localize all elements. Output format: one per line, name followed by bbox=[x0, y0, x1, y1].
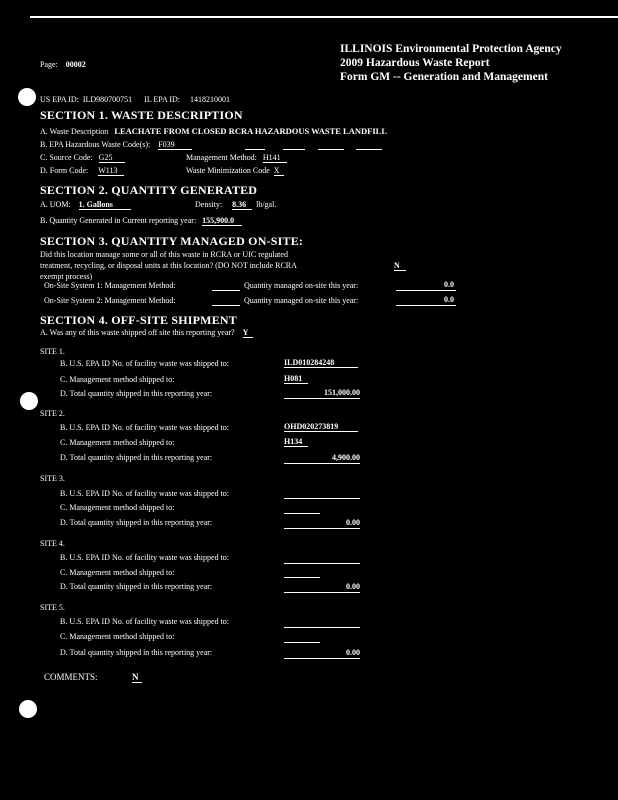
site-epa-id-label: B. U.S. EPA ID No. of facility waste was shipped to: bbox=[60, 359, 230, 368]
qty-underline bbox=[284, 658, 360, 659]
site-qty: 0.00 bbox=[346, 582, 360, 591]
onsite-method-blank bbox=[212, 305, 240, 306]
onsite-system-1-qty-label: Quantity managed on-site this year: bbox=[244, 281, 359, 290]
site-qty: 151,000.00 bbox=[324, 388, 360, 397]
onsite-question-line: Did this location manage some or all of this waste in RCRA or UIC regulated bbox=[40, 250, 288, 259]
section-3-title: SECTION 3. QUANTITY MANAGED ON-SITE: bbox=[40, 234, 304, 248]
epa-ids: US EPA ID: ILD980700751 IL EPA ID: 1418210001 bbox=[40, 95, 231, 104]
qty-underline bbox=[284, 398, 360, 399]
site-qty: 0.00 bbox=[346, 648, 360, 657]
punch-hole-icon bbox=[20, 392, 38, 410]
site-method-label: C. Management method shipped to: bbox=[60, 568, 175, 577]
site-epa-id-label: B. U.S. EPA ID No. of facility waste was shipped to: bbox=[60, 489, 230, 498]
onsite-system-2-label: On-Site System 2: Management Method: bbox=[44, 296, 176, 305]
blank-line bbox=[284, 627, 360, 628]
site-epa-id-label: B. U.S. EPA ID No. of facility waste was shipped to: bbox=[60, 553, 230, 562]
site-method: H134 bbox=[284, 437, 308, 447]
blank-line bbox=[284, 498, 360, 499]
site-label: SITE 5. bbox=[40, 603, 65, 612]
uom-row: A. UOM: 1. Gallons bbox=[40, 200, 131, 210]
site-qty-label: D. Total quantity shipped in this reporting year: bbox=[60, 453, 213, 462]
management-method-row: Management Method: H141 bbox=[186, 153, 287, 163]
onsite-method-blank bbox=[212, 290, 240, 291]
site-epa-id-label: B. U.S. EPA ID No. of facility waste was shipped to: bbox=[60, 617, 230, 626]
site-label: SITE 1. bbox=[40, 347, 65, 356]
site-method-label: C. Management method shipped to: bbox=[60, 503, 175, 512]
section-1-title: SECTION 1. WASTE DESCRIPTION bbox=[40, 108, 243, 122]
site-label: SITE 2. bbox=[40, 409, 65, 418]
comments-label: COMMENTS: bbox=[44, 672, 98, 682]
offsite-question: A. Was any of this waste shipped off site this reporting year? Y bbox=[40, 328, 253, 338]
source-code-row: C. Source Code: G25 bbox=[40, 153, 125, 163]
site-method-label: C. Management method shipped to: bbox=[60, 438, 175, 447]
qty-underline bbox=[284, 592, 360, 593]
page-label: Page: 00002 bbox=[40, 60, 86, 69]
site-qty-label: D. Total quantity shipped in this reporting year: bbox=[60, 582, 213, 591]
site-epa-id: OHD020273819 bbox=[284, 422, 358, 432]
code-blank-line bbox=[356, 149, 382, 150]
blank-line bbox=[284, 642, 320, 643]
site-qty-label: D. Total quantity shipped in this reporting year: bbox=[60, 648, 213, 657]
density-row: Density: 8.36 lb/gal. bbox=[195, 200, 277, 209]
blank-line bbox=[284, 563, 360, 564]
comments-value: N bbox=[132, 672, 142, 683]
onsite-question-line: treatment, recycling, or disposal units at this location? (DO NOT include RCRA bbox=[40, 261, 297, 270]
site-label: SITE 4. bbox=[40, 539, 65, 548]
onsite-answer: N bbox=[394, 261, 406, 271]
blank-line bbox=[284, 577, 320, 578]
site-label: SITE 3. bbox=[40, 474, 65, 483]
onsite-question-line: exempt process) bbox=[40, 272, 93, 281]
site-qty: 4,900.00 bbox=[332, 453, 360, 462]
site-method-label: C. Management method shipped to: bbox=[60, 632, 175, 641]
site-method-label: C. Management method shipped to: bbox=[60, 375, 175, 384]
form-title: Form GM -- Generation and Management bbox=[340, 71, 548, 83]
site-qty-label: D. Total quantity shipped in this reporting year: bbox=[60, 389, 213, 398]
qty-underline bbox=[396, 305, 456, 306]
code-blank-line bbox=[318, 149, 344, 150]
waste-minimization-row: Waste Minimization Code X bbox=[186, 166, 284, 176]
top-border-line bbox=[30, 16, 618, 18]
site-qty-label: D. Total quantity shipped in this reporting year: bbox=[60, 518, 213, 527]
code-blank-line bbox=[283, 149, 305, 150]
form-code-row: D. Form Code: W113 bbox=[40, 166, 124, 176]
section-2-title: SECTION 2. QUANTITY GENERATED bbox=[40, 183, 258, 197]
report-title: 2009 Hazardous Waste Report bbox=[340, 57, 490, 69]
waste-description-row: A. Waste Description LEACHATE FROM CLOSED RCRA HAZARDOUS WASTE LANDFILL bbox=[40, 126, 387, 136]
onsite-system-2-qty: 0.0 bbox=[444, 295, 454, 304]
agency-title: ILLINOIS Environmental Protection Agency bbox=[340, 43, 562, 55]
punch-hole-icon bbox=[19, 700, 37, 718]
onsite-system-1-qty: 0.0 bbox=[444, 280, 454, 289]
site-method: H081 bbox=[284, 374, 308, 384]
epa-waste-code-row: B. EPA Hazardous Waste Code(s): F039 bbox=[40, 140, 192, 150]
section-4-title: SECTION 4. OFF-SITE SHIPMENT bbox=[40, 313, 237, 327]
qty-underline bbox=[284, 528, 360, 529]
onsite-system-2-qty-label: Quantity managed on-site this year: bbox=[244, 296, 359, 305]
quantity-generated-row: B. Quantity Generated in Current reporting year: 155,900.0 bbox=[40, 216, 242, 226]
code-blank-line bbox=[245, 149, 265, 150]
punch-hole-icon bbox=[18, 88, 36, 106]
site-epa-id: ILD010284248 bbox=[284, 358, 358, 368]
site-qty: 0.00 bbox=[346, 518, 360, 527]
blank-line bbox=[284, 513, 320, 514]
site-epa-id-label: B. U.S. EPA ID No. of facility waste was shipped to: bbox=[60, 423, 230, 432]
qty-underline bbox=[284, 463, 360, 464]
qty-underline bbox=[396, 290, 456, 291]
onsite-system-1-label: On-Site System 1: Management Method: bbox=[44, 281, 176, 290]
